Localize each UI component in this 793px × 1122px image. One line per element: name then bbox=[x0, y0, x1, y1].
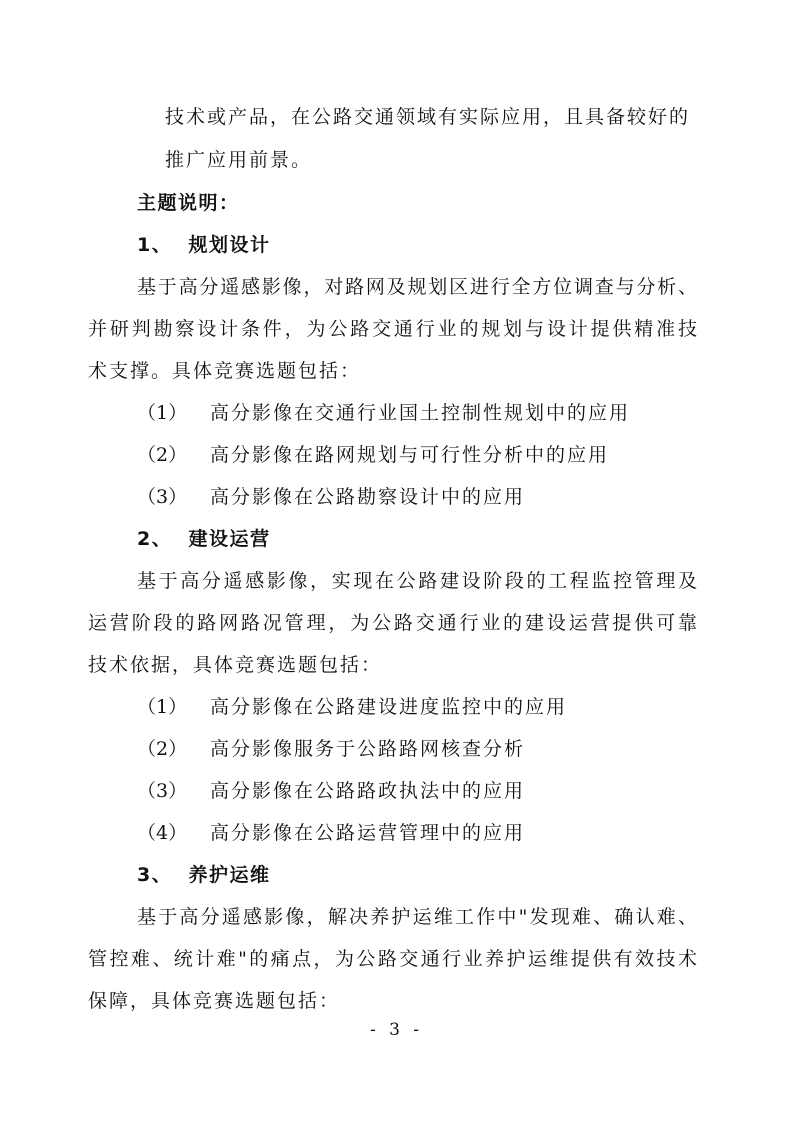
section-1-item-1-number: （1） bbox=[137, 402, 188, 424]
section-2-item-3-text: 高分影像在公路路政执法中的应用 bbox=[210, 780, 526, 802]
section-1-item-3-text: 高分影像在公路勘察设计中的应用 bbox=[210, 486, 526, 508]
section-1-item-1-text: 高分影像在交通行业国土控制性规划中的应用 bbox=[210, 402, 631, 424]
page-number: - 3 - bbox=[369, 1020, 424, 1040]
section-2-para-line-3: 技术依据，具体竞赛选题包括： bbox=[88, 654, 383, 676]
section-1-heading: 1、 规划设计 bbox=[137, 234, 271, 256]
section-3-para-line-3: 保障，具体竞赛选题包括： bbox=[88, 990, 341, 1012]
intro-line-2: 推广应用前景。 bbox=[165, 149, 313, 171]
theme-heading: 主题说明： bbox=[137, 192, 240, 214]
section-2-item-4-number: （4） bbox=[137, 822, 188, 844]
section-2-item-3-number: （3） bbox=[137, 780, 188, 802]
section-1-para-line-2: 并研判勘察设计条件，为公路交通行业的规划与设计提供精准技 bbox=[88, 318, 697, 340]
section-1-item-2-text: 高分影像在路网规划与可行性分析中的应用 bbox=[210, 444, 610, 466]
section-3-heading: 3、 养护运维 bbox=[137, 864, 271, 886]
intro-line-1: 技术或产品，在公路交通领域有实际应用，且具备较好的 bbox=[165, 106, 691, 128]
section-1-para-line-1: 基于高分遥感影像，对路网及规划区进行全方位调查与分析、 bbox=[137, 276, 697, 298]
section-1-item-2-number: （2） bbox=[137, 444, 188, 466]
section-3-para-line-2: 管控难、统计难"的痛点，为公路交通行业养护运维提供有效技术 bbox=[88, 948, 697, 970]
section-3-para-line-1: 基于高分遥感影像，解决养护运维工作中"发现难、确认难、 bbox=[137, 906, 697, 928]
section-2-heading: 2、 建设运营 bbox=[137, 528, 271, 550]
section-2-para-line-1: 基于高分遥感影像，实现在公路建设阶段的工程监控管理及 bbox=[137, 570, 697, 592]
section-2-item-1-number: （1） bbox=[137, 696, 188, 718]
section-2-item-2-text: 高分影像服务于公路路网核查分析 bbox=[210, 738, 526, 760]
section-2-item-1-text: 高分影像在公路建设进度监控中的应用 bbox=[210, 696, 568, 718]
section-1-para-line-3: 术支撑。具体竞赛选题包括： bbox=[88, 360, 362, 382]
section-2-item-2-number: （2） bbox=[137, 738, 188, 760]
section-1-item-3-number: （3） bbox=[137, 486, 188, 508]
section-2-item-4-text: 高分影像在公路运营管理中的应用 bbox=[210, 822, 526, 844]
section-2-para-line-2: 运营阶段的路网路况管理，为公路交通行业的建设运营提供可靠 bbox=[88, 612, 697, 634]
